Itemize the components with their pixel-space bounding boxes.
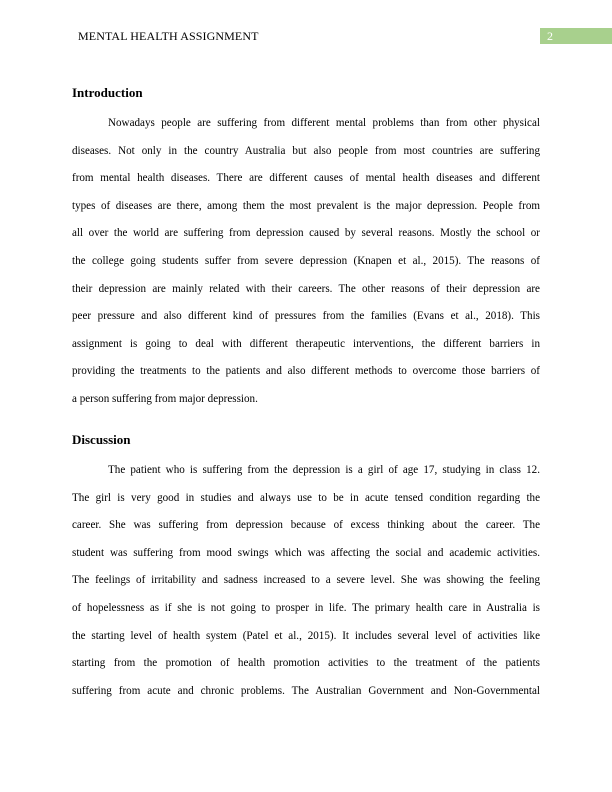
paragraph-line: from mental health diseases. There are different causes of mental health diseases and different (72, 172, 540, 185)
section-heading-introduction: Introduction (72, 85, 143, 100)
paragraph-line: Nowadays people are suffering from different mental problems than from other physical (108, 117, 540, 129)
discussion-paragraph (72, 463, 540, 711)
running-header-title: MENTAL HEALTH ASSIGNMENT (78, 29, 259, 43)
paragraph-line: The feelings of irritability and sadness increased to a severe level. She was showing the feeling (72, 574, 540, 587)
paragraph-line: The girl is very good in studies and always use to be in acute tensed condition regarding the (72, 491, 540, 504)
paragraph-line: types of diseases are there, among them the most prevalent is the major depression. People from (72, 199, 540, 212)
paragraph-line: the college going students suffer from severe depression (Knapen et al., 2015). The reasons of (72, 254, 540, 267)
paragraph-line: The patient who is suffering from the depression is a girl of age 17, studying in class 12. (108, 464, 540, 476)
paragraph-line: all over the world are suffering from depression caused by several reasons. Mostly the school or (72, 227, 540, 240)
paragraph-line: career. She was suffering from depression because of excess thinking about the career. The (72, 519, 540, 532)
paragraph-line: assignment is going to deal with different therapeutic interventions, the different barriers in (72, 337, 540, 350)
paragraph-line: a person suffering from major depression. (72, 392, 258, 405)
paragraph-line: the starting level of health system (Patel et al., 2015). It includes several level of activities like (72, 629, 540, 642)
paragraph-line: diseases. Not only in the country Australia but also people from most countries are suffering (72, 144, 540, 157)
section-heading-discussion: Discussion (72, 432, 131, 447)
page-number: 2 (547, 29, 553, 43)
paragraph-line: their depression are mainly related with their careers. The other reasons of their depression are (72, 282, 540, 295)
introduction-paragraph (72, 116, 540, 420)
paragraph-line: peer pressure and also different kind of pressures from the families (Evans et al., 2018). This (72, 310, 540, 323)
paragraph-line: providing the treatments to the patients and also different methods to overcome those barriers of (72, 365, 540, 378)
paragraph-line: starting from the promotion of health promotion activities to the treatment of the patients (72, 657, 540, 670)
page-number-badge (540, 28, 612, 44)
paragraph-line: suffering from acute and chronic problems. The Australian Government and Non-Governmental (72, 684, 540, 697)
paragraph-line: student was suffering from mood swings which was affecting the social and academic activities. (72, 546, 540, 559)
paragraph-line: of hopelessness as if she is not going to prosper in life. The primary health care in Australia is (72, 601, 540, 614)
